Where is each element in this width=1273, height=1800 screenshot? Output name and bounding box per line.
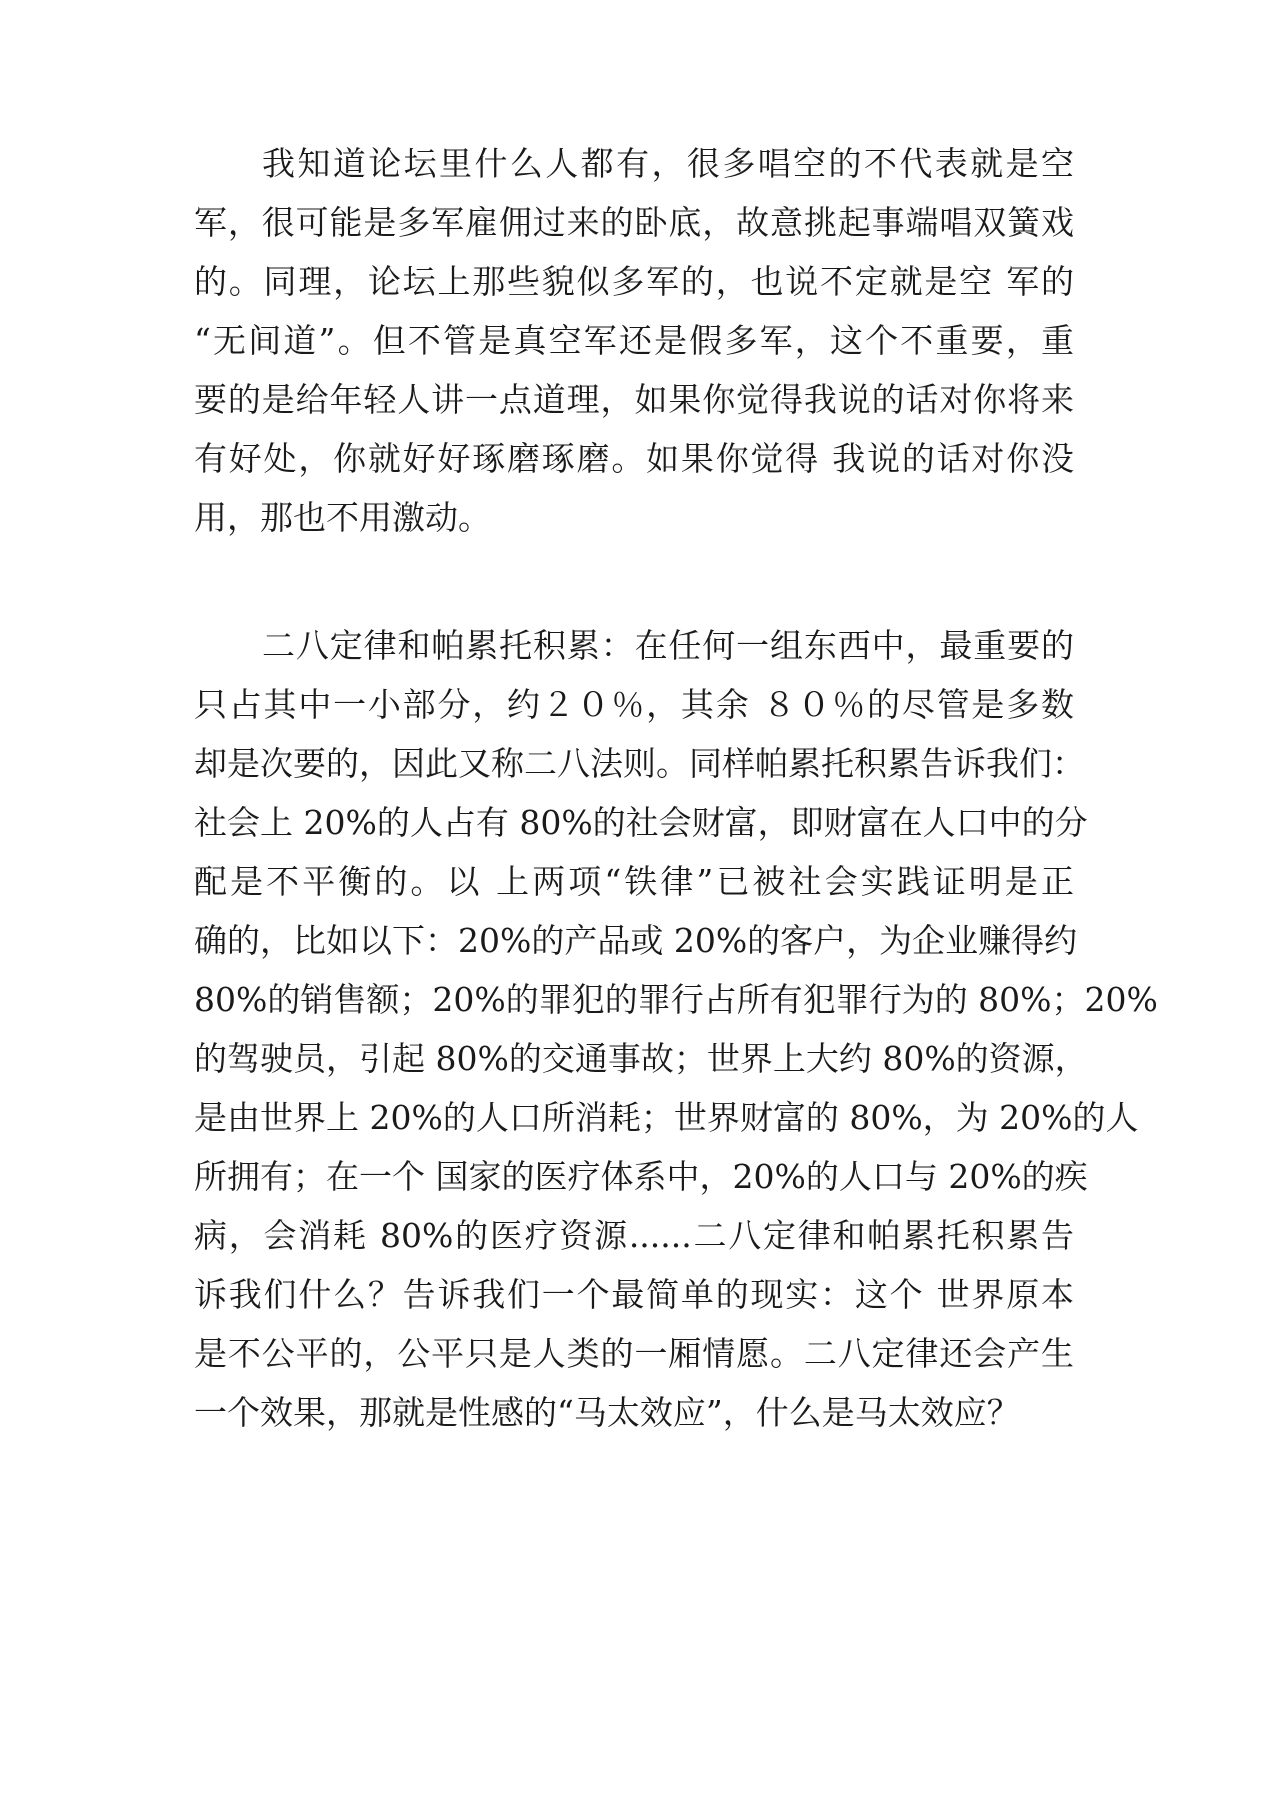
paragraph-2-line-1: 二八定律和帕累托积累：在任何一组东西中，最重要的	[262, 626, 1074, 665]
paragraph-2-line-12: 诉我们什么？告诉我们一个最简单的现实：这个 世界原本	[194, 1275, 1074, 1314]
paragraph-1-line-2: 军，很可能是多军雇佣过来的卧底，故意挑起事端唱双簧戏	[194, 203, 1074, 242]
paragraph-2-line-2: 只占其中一小部分，约２０％，其余 ８０％的尽管是多数	[194, 685, 1074, 724]
paragraph-2-line-4: 社会上 20%的人占有 80%的社会财富，即财富在人口中的分	[194, 803, 1088, 842]
paragraph-2-line-9: 是由世界上 20%的人口所消耗；世界财富的 80%，为 20%的人	[194, 1098, 1139, 1137]
paragraph-1-line-4: “无间道”。但不管是真空军还是假多军，这个不重要，重	[194, 321, 1074, 360]
paragraph-2-line-3: 却是次要的，因此又称二八法则。同样帕累托积累告诉我们：	[194, 744, 1085, 783]
paragraph-2-line-13: 是不公平的，公平只是人类的一厢情愿。二八定律还会产生	[194, 1334, 1074, 1373]
paragraph-1-line-6: 有好处，你就好好琢磨琢磨。如果你觉得 我说的话对你没	[194, 439, 1074, 478]
paragraph-1-line-1: 我知道论坛里什么人都有，很多唱空的不代表就是空	[262, 144, 1074, 183]
paragraph-2-line-5: 配是不平衡的。以 上两项“铁律”已被社会实践证明是正	[194, 862, 1074, 901]
paragraph-1-line-3: 的。同理，论坛上那些貌似多军的，也说不定就是空 军的	[194, 262, 1074, 301]
paragraph-2-line-6: 确的，比如以下：20%的产品或 20%的客户，为企业赚得约	[194, 921, 1078, 960]
paragraph-2-line-11: 病，会消耗 80%的医疗资源......二八定律和帕累托积累告	[194, 1216, 1074, 1255]
paragraph-2-line-14: 一个效果，那就是性感的“马太效应”，什么是马太效应？	[194, 1393, 1020, 1432]
paragraph-2-line-7: 80%的销售额；20%的罪犯的罪行占所有犯罪行为的 80%；20%	[194, 980, 1158, 1019]
paragraph-2-line-8: 的驾驶员，引起 80%的交通事故；世界上大约 80%的资源，	[194, 1039, 1088, 1078]
paragraph-1-line-7: 用，那也不用激动。	[194, 498, 491, 537]
paragraph-2-line-10: 所拥有；在一个 国家的医疗体系中，20%的人口与 20%的疾	[194, 1157, 1088, 1196]
paragraph-1-line-5: 要的是给年轻人讲一点道理，如果你觉得我说的话对你将来	[194, 380, 1074, 419]
